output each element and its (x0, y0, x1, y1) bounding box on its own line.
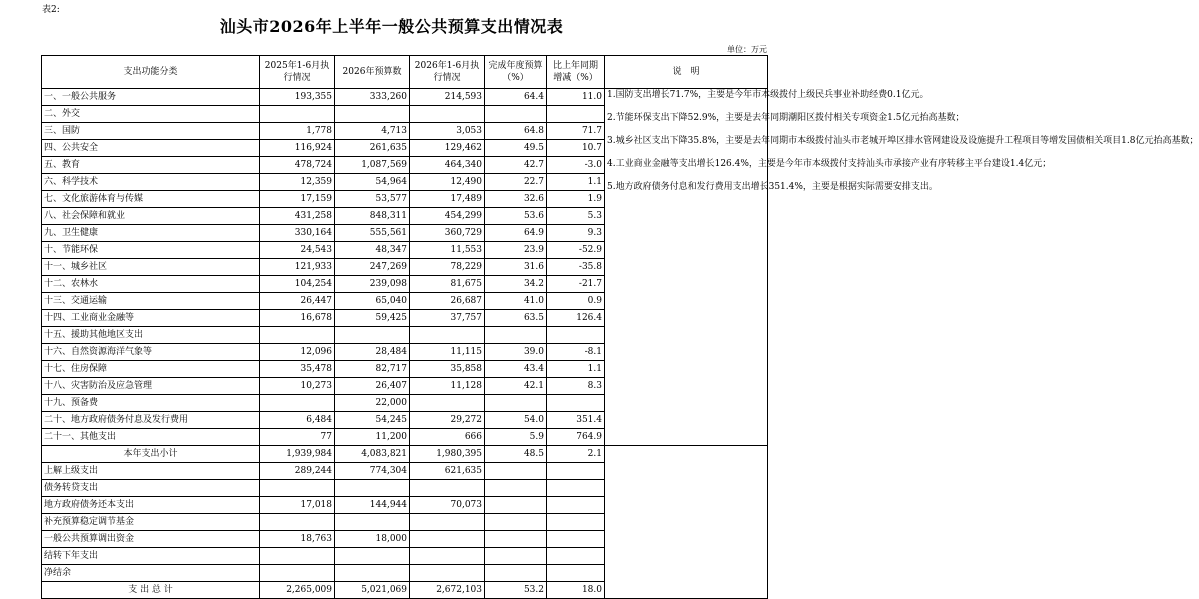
cell-v1: 12,359 (260, 174, 335, 191)
cell-v1: 330,164 (260, 225, 335, 242)
cell-v3: 70,073 (410, 497, 485, 514)
cell-v3 (410, 327, 485, 344)
cell-v2: 26,407 (335, 378, 410, 395)
cell-v5: -8.1 (547, 344, 605, 361)
cell-v1: 431,258 (260, 208, 335, 225)
cell-v1: 16,678 (260, 310, 335, 327)
cell-v2: 28,484 (335, 344, 410, 361)
cell-v5: 764.9 (547, 429, 605, 446)
cell-v1: 18,763 (260, 531, 335, 548)
cell-v1: 24,543 (260, 242, 335, 259)
cell-v5: -52.9 (547, 242, 605, 259)
cell-v2: 59,425 (335, 310, 410, 327)
cell-v4: 5.9 (485, 429, 547, 446)
cell-v5 (547, 497, 605, 514)
cell-v2: 5,021,069 (335, 582, 410, 599)
header-2026-h1: 2026年1-6月执行情况 (410, 56, 485, 89)
cell-v5 (547, 463, 605, 480)
cell-v4 (485, 395, 547, 412)
cell-v2 (335, 106, 410, 123)
cell-v4: 43.4 (485, 361, 547, 378)
cell-v4: 53.6 (485, 208, 547, 225)
cell-v4: 42.1 (485, 378, 547, 395)
cell-v4 (485, 497, 547, 514)
header-2025-h1: 2025年1-6月执行情况 (260, 56, 335, 89)
row-category: 二十一、其他支出 (42, 429, 260, 446)
table-tag: 表2: (42, 5, 60, 15)
row-category: 十七、住房保障 (42, 361, 260, 378)
cell-v2: 82,717 (335, 361, 410, 378)
cell-v5: -35.8 (547, 259, 605, 276)
row-category: 十一、城乡社区 (42, 259, 260, 276)
cell-v3: 11,115 (410, 344, 485, 361)
cell-v1: 1,939,984 (260, 446, 335, 463)
cell-v5: 5.3 (547, 208, 605, 225)
cell-v3: 29,272 (410, 412, 485, 429)
cell-v1: 6,484 (260, 412, 335, 429)
notes-empty-cell (605, 446, 768, 599)
cell-v2: 261,635 (335, 140, 410, 157)
row-category: 十六、自然资源海洋气象等 (42, 344, 260, 361)
cell-v3: 454,299 (410, 208, 485, 225)
cell-v4: 64.4 (485, 89, 547, 106)
note-item: 1.国防支出增长71.7%，主要是今年市本级拨付上级民兵事业补助经费0.1亿元。 (607, 90, 929, 100)
cell-v4: 64.8 (485, 123, 547, 140)
cell-v3: 17,489 (410, 191, 485, 208)
header-category: 支出功能分类 (42, 56, 260, 89)
row-category: 十五、援助其他地区支出 (42, 327, 260, 344)
cell-v2: 11,200 (335, 429, 410, 446)
row-category: 十二、农林水 (42, 276, 260, 293)
cell-v1 (260, 548, 335, 565)
cell-v1 (260, 106, 335, 123)
table-row (42, 446, 768, 463)
note-item: 3.城乡社区支出下降35.8%，主要是去年同期市本级拨付汕头市老城开埠区排水管网建设及设施提升工程项目等增发国债相关项目1.8亿元抬高基数； (607, 136, 1199, 146)
cell-v3 (410, 514, 485, 531)
cell-v2 (335, 480, 410, 497)
cell-v2: 144,944 (335, 497, 410, 514)
cell-v5: 1.1 (547, 361, 605, 378)
row-category: 七、文化旅游体育与传媒 (42, 191, 260, 208)
cell-v4: 31.6 (485, 259, 547, 276)
row-category: 债务转贷支出 (42, 480, 260, 497)
row-category: 一般公共预算调出资金 (42, 531, 260, 548)
row-category: 一、一般公共服务 (42, 89, 260, 106)
row-category: 十八、灾害防治及应急管理 (42, 378, 260, 395)
header-notes: 说 明 (605, 56, 768, 89)
row-category: 十九、预备费 (42, 395, 260, 412)
cell-v4: 32.6 (485, 191, 547, 208)
cell-v5: 351.4 (547, 412, 605, 429)
cell-v5: 126.4 (547, 310, 605, 327)
header-yoy: 比上年同期增减（%） (547, 56, 605, 89)
cell-v1: 17,159 (260, 191, 335, 208)
cell-v2 (335, 514, 410, 531)
note-item: 4.工业商业金融等支出增长126.4%，主要是今年市本级拨付支持汕头市承接产业有序转移主平台建设1.4亿元； (607, 159, 1052, 169)
row-category: 六、科学技术 (42, 174, 260, 191)
cell-v5: 1.1 (547, 174, 605, 191)
note-item: 5.地方政府债务付息和发行费用支出增长351.4%，主要是根据实际需要安排支出。 (607, 182, 938, 192)
cell-v1: 116,924 (260, 140, 335, 157)
row-category: 上解上级支出 (42, 463, 260, 480)
cell-v3: 37,757 (410, 310, 485, 327)
row-category: 九、卫生健康 (42, 225, 260, 242)
row-category: 三、国防 (42, 123, 260, 140)
cell-v3 (410, 565, 485, 582)
cell-v5: -21.7 (547, 276, 605, 293)
cell-v5: 0.9 (547, 293, 605, 310)
cell-v2: 848,311 (335, 208, 410, 225)
row-category: 四、公共安全 (42, 140, 260, 157)
cell-v3: 621,635 (410, 463, 485, 480)
cell-v4: 63.5 (485, 310, 547, 327)
cell-v5 (547, 531, 605, 548)
cell-v4: 34.2 (485, 276, 547, 293)
cell-v4 (485, 480, 547, 497)
cell-v2: 65,040 (335, 293, 410, 310)
cell-v5 (547, 395, 605, 412)
cell-v3: 12,490 (410, 174, 485, 191)
cell-v4: 53.2 (485, 582, 547, 599)
cell-v2: 4,713 (335, 123, 410, 140)
row-category: 补充预算稳定调节基金 (42, 514, 260, 531)
cell-v3 (410, 106, 485, 123)
cell-v5: -3.0 (547, 157, 605, 174)
cell-v1: 104,254 (260, 276, 335, 293)
cell-v2: 4,083,821 (335, 446, 410, 463)
cell-v3: 26,687 (410, 293, 485, 310)
cell-v4 (485, 514, 547, 531)
cell-v3: 11,128 (410, 378, 485, 395)
cell-v4 (485, 565, 547, 582)
cell-v3: 2,672,103 (410, 582, 485, 599)
cell-v4: 22.7 (485, 174, 547, 191)
row-category: 支 出 总 计 (42, 582, 260, 599)
cell-v3: 1,980,395 (410, 446, 485, 463)
cell-v5: 10.7 (547, 140, 605, 157)
cell-v4: 41.0 (485, 293, 547, 310)
cell-v5 (547, 514, 605, 531)
cell-v2: 54,245 (335, 412, 410, 429)
cell-v5 (547, 327, 605, 344)
cell-v3: 360,729 (410, 225, 485, 242)
cell-v4: 64.9 (485, 225, 547, 242)
cell-v3 (410, 548, 485, 565)
row-category: 结转下年支出 (42, 548, 260, 565)
cell-v4 (485, 327, 547, 344)
cell-v3: 129,462 (410, 140, 485, 157)
cell-v5: 9.3 (547, 225, 605, 242)
cell-v1: 1,778 (260, 123, 335, 140)
row-category: 二十、地方政府债务付息及发行费用 (42, 412, 260, 429)
cell-v1 (260, 327, 335, 344)
cell-v2: 22,000 (335, 395, 410, 412)
cell-v3 (410, 395, 485, 412)
cell-v1 (260, 395, 335, 412)
cell-v3: 666 (410, 429, 485, 446)
cell-v1 (260, 565, 335, 582)
cell-v2 (335, 548, 410, 565)
notes-cell (605, 89, 1199, 446)
row-category: 净结余 (42, 565, 260, 582)
header-row (42, 56, 768, 89)
cell-v5: 2.1 (547, 446, 605, 463)
cell-v3: 11,553 (410, 242, 485, 259)
cell-v2: 774,304 (335, 463, 410, 480)
cell-v1: 12,096 (260, 344, 335, 361)
cell-v3: 35,858 (410, 361, 485, 378)
row-category: 本年支出小计 (42, 446, 260, 463)
table-row (42, 89, 768, 106)
cell-v5 (547, 480, 605, 497)
cell-v1: 478,724 (260, 157, 335, 174)
cell-v5: 1.9 (547, 191, 605, 208)
cell-v1: 193,355 (260, 89, 335, 106)
cell-v4 (485, 548, 547, 565)
cell-v2 (335, 565, 410, 582)
cell-v2: 48,347 (335, 242, 410, 259)
cell-v1: 17,018 (260, 497, 335, 514)
cell-v3 (410, 480, 485, 497)
cell-v5: 71.7 (547, 123, 605, 140)
cell-v1: 26,447 (260, 293, 335, 310)
cell-v4: 42.7 (485, 157, 547, 174)
row-category: 十、节能环保 (42, 242, 260, 259)
cell-v4: 39.0 (485, 344, 547, 361)
cell-v2 (335, 327, 410, 344)
cell-v5: 8.3 (547, 378, 605, 395)
cell-v4 (485, 531, 547, 548)
row-category: 八、社会保障和就业 (42, 208, 260, 225)
cell-v4: 48.5 (485, 446, 547, 463)
cell-v5 (547, 548, 605, 565)
cell-v4 (485, 463, 547, 480)
cell-v4: 49.5 (485, 140, 547, 157)
cell-v2: 555,561 (335, 225, 410, 242)
cell-v5: 11.0 (547, 89, 605, 106)
unit-label: 单位：万元 (727, 45, 767, 54)
cell-v3: 464,340 (410, 157, 485, 174)
cell-v2: 53,577 (335, 191, 410, 208)
table-body (42, 89, 1199, 599)
cell-v1: 2,265,009 (260, 582, 335, 599)
row-category: 五、教育 (42, 157, 260, 174)
cell-v1: 10,273 (260, 378, 335, 395)
cell-v2: 54,964 (335, 174, 410, 191)
cell-v3: 81,675 (410, 276, 485, 293)
cell-v2: 239,098 (335, 276, 410, 293)
row-category: 二、外交 (42, 106, 260, 123)
cell-v1 (260, 514, 335, 531)
cell-v2: 1,087,569 (335, 157, 410, 174)
cell-v4: 54.0 (485, 412, 547, 429)
header-completion: 完成年度预算（%） (485, 56, 547, 89)
cell-v2: 247,269 (335, 259, 410, 276)
row-category: 十三、交通运输 (42, 293, 260, 310)
expenditure-table (41, 55, 1199, 599)
cell-v3: 3,053 (410, 123, 485, 140)
cell-v1: 77 (260, 429, 335, 446)
cell-v4 (485, 106, 547, 123)
cell-v1 (260, 480, 335, 497)
cell-v2: 333,260 (335, 89, 410, 106)
cell-v3: 78,229 (410, 259, 485, 276)
cell-v5 (547, 106, 605, 123)
cell-v4: 23.9 (485, 242, 547, 259)
cell-v1: 35,478 (260, 361, 335, 378)
cell-v3 (410, 531, 485, 548)
row-category: 地方政府债务还本支出 (42, 497, 260, 514)
header-2026-budget: 2026年预算数 (335, 56, 410, 89)
cell-v5: 18.0 (547, 582, 605, 599)
row-category: 十四、工业商业金融等 (42, 310, 260, 327)
cell-v2: 18,000 (335, 531, 410, 548)
cell-v1: 121,933 (260, 259, 335, 276)
cell-v5 (547, 565, 605, 582)
cell-v3: 214,593 (410, 89, 485, 106)
page-title: 汕头市2026年上半年一般公共预算支出情况表 (219, 17, 564, 36)
note-item: 2.节能环保支出下降52.9%，主要是去年同期潮阳区拨付相关专项资金1.5亿元抬高基数； (607, 113, 965, 123)
cell-v1: 289,244 (260, 463, 335, 480)
